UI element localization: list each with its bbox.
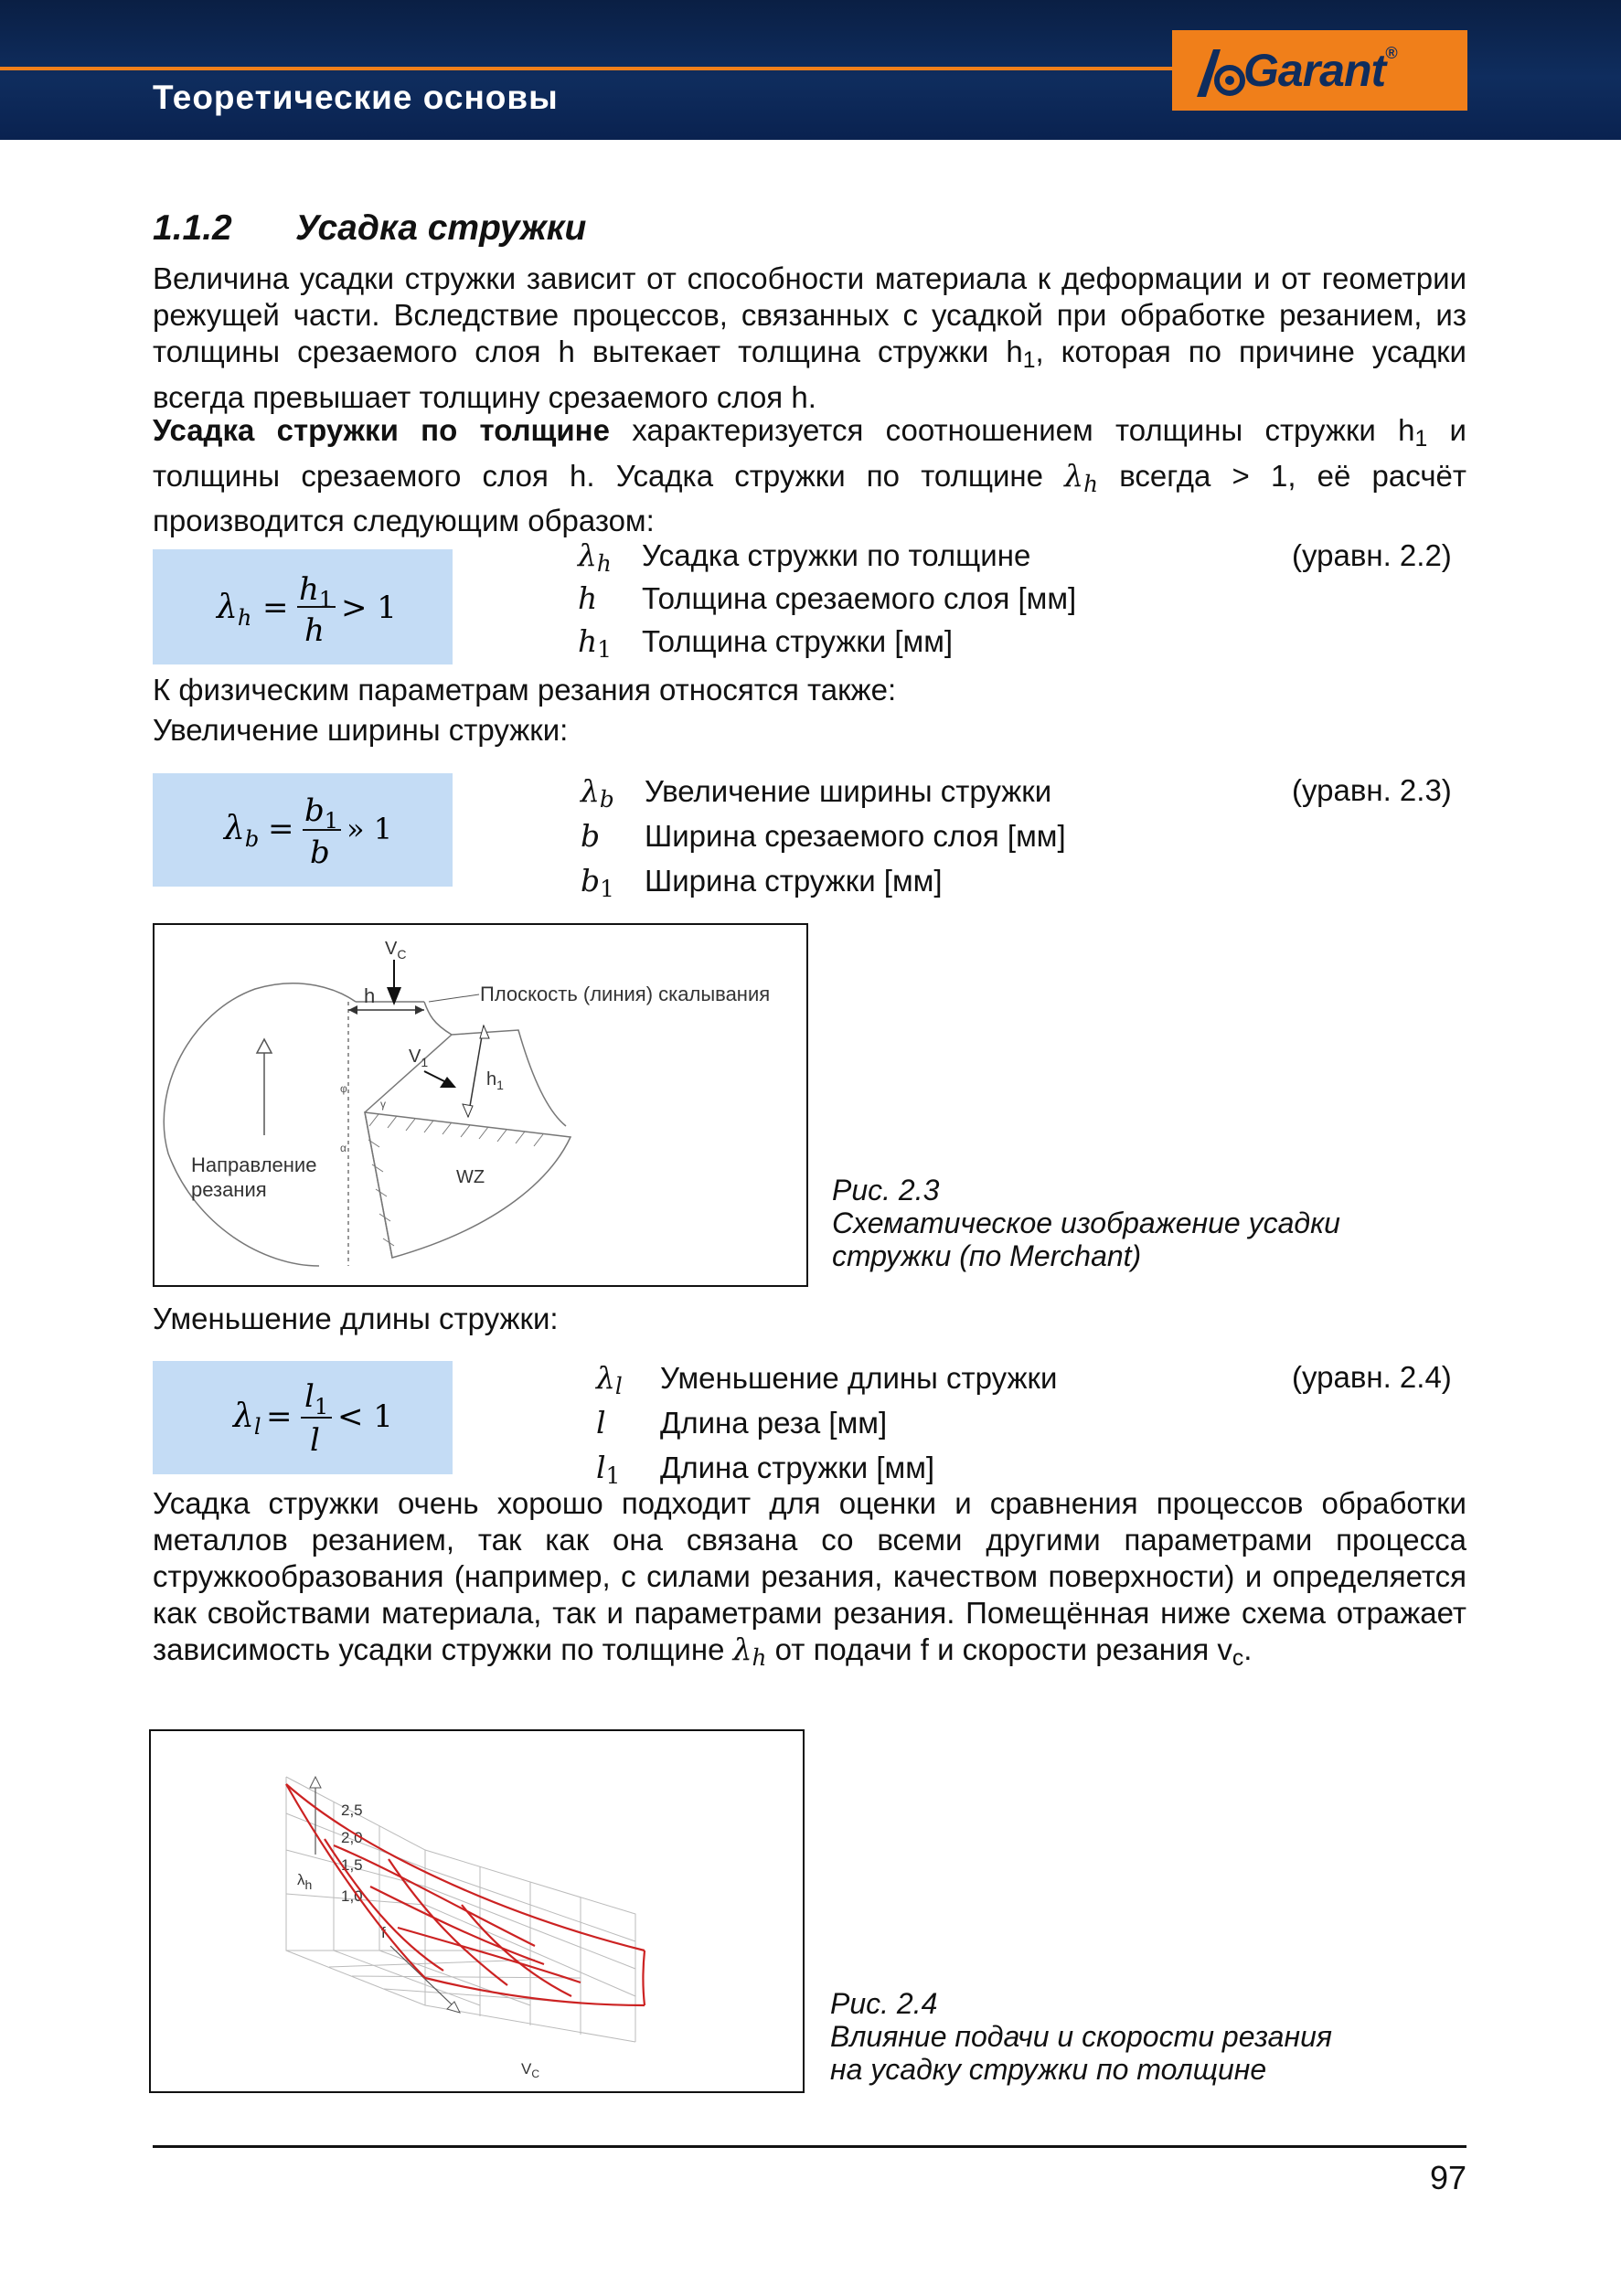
vc-axis-label: V (521, 2060, 532, 2078)
section-number: 1.1.2 (153, 208, 232, 248)
legend-text: Толщина стружки [мм] (642, 624, 954, 659)
page-number: 97 (1429, 2159, 1466, 2196)
lambda-symbol: λ (732, 1632, 752, 1667)
legend-row (581, 818, 1066, 863)
legend-symbol: b (581, 818, 601, 855)
legend-row (578, 624, 1076, 667)
formula-box-2-3 (153, 773, 453, 887)
legend-symbol: h (578, 580, 598, 617)
legend-symbol: λ (581, 773, 600, 809)
formula-lhs-sub: l (253, 1414, 261, 1440)
legend-text: Увеличение ширины стружки (645, 774, 1052, 808)
header-title: Теоретические основы (153, 79, 559, 116)
figure-2-4-caption (830, 1987, 1332, 2086)
svg-text:V1 (409, 1047, 428, 1069)
paragraph-3-end: . (1243, 1632, 1253, 1666)
legend-symbol: l (596, 1450, 606, 1486)
formula-numerator-sub: 1 (324, 808, 339, 834)
formula-box-2-4 (153, 1361, 453, 1474)
svg-text:λh (215, 589, 251, 631)
equation-label-2-3: (уравн. 2.3) (1292, 773, 1452, 807)
lambda-sub: h (752, 1644, 767, 1672)
legend-row (581, 773, 1066, 818)
caption-line-1: Схематическое изображение усадки (832, 1206, 1340, 1239)
formula-2-2 (153, 549, 453, 664)
paragraph-3-text-b: от подачи f и скорости резания v (766, 1632, 1232, 1666)
line-length-decrease: Уменьшение длины стружки: (153, 1302, 559, 1335)
h1-label: h (486, 1069, 497, 1090)
direction-label: Направление (191, 1153, 317, 1176)
formula-lhs: λ (217, 589, 238, 626)
caption-number: Рис. 2.3 (832, 1174, 940, 1206)
legend-symbol-sub: 1 (600, 876, 614, 903)
svg-text:b1 (304, 792, 338, 834)
legend-2-4 (596, 1360, 1057, 1495)
caption-number: Рис. 2.4 (830, 1987, 938, 2020)
y-axis-arrow-icon (310, 1777, 321, 1788)
lambda-h-axis-label: λ (297, 1871, 305, 1888)
equation-label-2-2: (уравн. 2.2) (1292, 538, 1452, 572)
logo-text (1243, 44, 1396, 97)
formula-lhs-sub: h (237, 605, 252, 631)
figure-2-3-caption (832, 1174, 1340, 1272)
tick-label: 1,5 (341, 1856, 363, 1874)
legend-symbol: b (581, 863, 601, 899)
tick-label: 2,0 (341, 1829, 363, 1846)
phi-label: φ (340, 1082, 347, 1095)
vc-label: V (385, 939, 398, 959)
legend-text: Ширина срезаемого слоя [мм] (645, 819, 1066, 854)
formula-box-2-2 (153, 549, 453, 664)
paragraph-3-text: Усадка стружки очень хорошо подходит для оценки и сравнения процессов обработки металлов резанием, так как она связана со всеми другими параметрами процесса стружкообразования (например, с силами резания, качеством поверхности) и определяется как свойствами материала, так и параметрами резания. Помещённая ниже схема отражает зависимость усадки стружки по толщине (153, 1486, 1466, 1666)
v1-label: V (409, 1047, 421, 1067)
svg-text:λh (297, 1871, 312, 1892)
legend-symbol: λ (596, 1360, 615, 1396)
legend-2-3 (581, 773, 1066, 909)
formula-equals: = (268, 811, 294, 847)
formula-denominator: h (304, 612, 325, 649)
vc-label-sub: C (397, 947, 407, 962)
formula-numerator: h (299, 571, 319, 608)
caption-line-1: Влияние подачи и скорости резания (830, 2020, 1332, 2053)
formula-numerator: l (304, 1378, 315, 1415)
formula-numerator-sub: 1 (318, 587, 334, 612)
figure-2-3 (153, 923, 808, 1287)
logo-registered-mark: ® (1385, 44, 1397, 62)
paragraph-2-bold: Усадка стружки по толщине (153, 413, 610, 447)
legend-row (596, 1405, 1057, 1450)
paragraph-3-sub: c (1232, 1646, 1244, 1672)
legend-symbol-sub: l (614, 1373, 623, 1400)
legend-text: Длина реза [мм] (660, 1406, 888, 1440)
vc-arrow-icon (387, 987, 401, 1005)
vc-axis-sub: C (531, 2067, 540, 2080)
caption-line-2: на усадку стружки по толщине (830, 2053, 1267, 2086)
surface-plot (151, 1731, 803, 2091)
legend-symbol: λ (578, 537, 597, 573)
h-label: h (364, 984, 376, 1007)
formula-numerator-sub: 1 (314, 1394, 329, 1419)
shear-plane-label: Плоскость (линия) скалывания (480, 983, 771, 1005)
formula-lhs: λ (233, 1398, 254, 1435)
formula-2-4 (153, 1361, 453, 1474)
f-axis-label: f (381, 1924, 386, 1941)
svg-text:VC (385, 939, 406, 962)
formula-denominator: b (310, 834, 330, 871)
paragraph-2-text-b: и толщины срезаемого слоя h. Усадка стружки по толщине (153, 413, 1466, 494)
legend-symbol-sub: 1 (597, 636, 613, 664)
paragraph-3 (153, 1485, 1466, 1677)
legend-text: Уменьшение длины стружки (660, 1361, 1058, 1395)
legend-row (578, 581, 1076, 624)
equation-label-2-4: (уравн. 2.4) (1292, 1360, 1452, 1394)
paragraph-1-text: Величина усадки стружки зависит от способности материала к деформации и от геометрии режущей части. Вследствие процессов, связанных с усадкой при обработке резанием, из толщины срезаемого слоя h вытекает толщина стружки h (153, 261, 1466, 368)
svg-text:VC (521, 2060, 539, 2080)
legend-2-2 (578, 538, 1076, 668)
legend-text: Усадка стружки по толщине (642, 538, 1031, 572)
logo-wordmark: Garant (1243, 45, 1386, 96)
paragraph-2-text-a: характеризуется соотношением толщины стружки h (609, 413, 1415, 447)
legend-symbol-sub: b (599, 786, 614, 813)
formula-equals: = (266, 1398, 293, 1435)
v1-label-sub: 1 (421, 1055, 429, 1069)
section-title: Усадка стружки (295, 208, 587, 248)
lambda-sub: h (1083, 471, 1099, 498)
legend-symbol-sub: 1 (605, 1462, 621, 1490)
v1-arrow-icon (440, 1077, 456, 1088)
wz-label: WZ (456, 1167, 485, 1187)
caption-line-2: стружки (по Merchant) (832, 1239, 1142, 1272)
tick-label: 2,5 (341, 1802, 363, 1819)
legend-row (581, 863, 1066, 908)
legend-symbol-sub: h (596, 550, 612, 578)
paragraph-1-sub: 1 (1022, 348, 1036, 374)
legend-symbol: l (596, 1405, 606, 1441)
formula-equals: = (262, 590, 289, 626)
lambda-h-axis-sub: h (304, 1877, 313, 1892)
f-axis-arrow-icon (447, 2002, 460, 2013)
formula-denominator: l (310, 1422, 320, 1459)
line-physical-params: К физическим параметрам резания относятся также: (153, 673, 897, 707)
legend-symbol: h (578, 623, 598, 660)
header-accent-line (0, 67, 1172, 70)
merchant-diagram (155, 925, 806, 1285)
svg-text:λl (231, 1398, 261, 1440)
svg-text:λb (222, 810, 259, 852)
paragraph-2-sub: 1 (1414, 427, 1428, 452)
direction-label-2: резания (191, 1178, 267, 1201)
chip-outline (424, 1002, 566, 1126)
garant-logo-icon (1193, 44, 1246, 101)
formula-numerator: b (304, 792, 325, 829)
gamma-label: γ (380, 1098, 386, 1111)
workpiece-outline (164, 983, 356, 1266)
legend-text: Ширина стружки [мм] (645, 864, 943, 898)
paragraph-1 (153, 260, 1466, 416)
legend-text: Толщина срезаемого слоя [мм] (642, 581, 1077, 616)
formula-relation: < 1 (337, 1398, 393, 1435)
svg-text:h1 (486, 1069, 504, 1092)
plot-grid (286, 1777, 635, 2042)
paragraph-1-end: , которая по причине усадки всегда превышает толщину срезаемого слоя h. (153, 335, 1466, 415)
formula-relation: » 1 (347, 812, 393, 846)
formula-lhs-sub: b (244, 826, 260, 852)
figure-2-4 (149, 1729, 805, 2093)
legend-text: Длина стружки [мм] (660, 1451, 935, 1485)
formula-relation: > 1 (341, 590, 397, 626)
alpha-label: α (340, 1142, 347, 1154)
formula-2-3 (153, 773, 453, 887)
svg-text:l1 (304, 1378, 328, 1419)
lambda-symbol: λ (1064, 458, 1084, 494)
legend-row (596, 1360, 1057, 1405)
paragraph-2-text-c: всегда > 1, её расчёт производится следующим образом: (153, 459, 1467, 538)
tick-label: 1,0 (341, 1887, 363, 1905)
line-width-increase: Увеличение ширины стружки: (153, 713, 569, 747)
formula-lhs: λ (224, 810, 245, 847)
h1-label-sub: 1 (496, 1078, 504, 1092)
cutting-direction-arrow-icon (257, 1039, 272, 1053)
legend-row (578, 538, 1076, 581)
footer-rule (153, 2145, 1466, 2148)
paragraph-2 (153, 412, 1466, 539)
